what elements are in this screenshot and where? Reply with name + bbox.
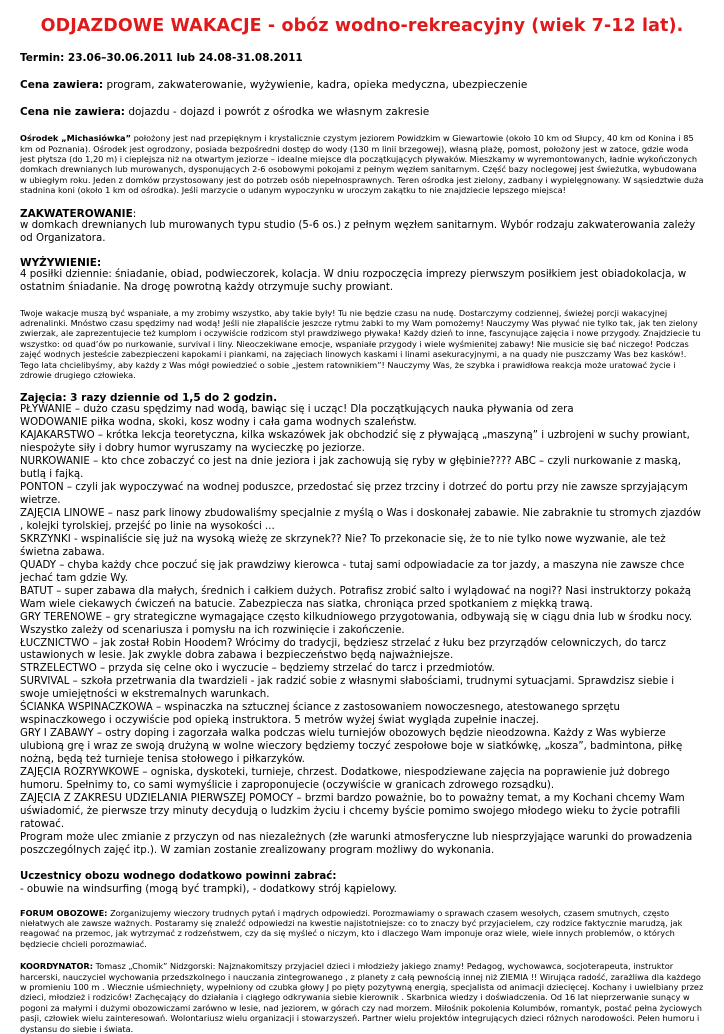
camp-forum-label: FORUM OBOZOWE:	[20, 907, 108, 918]
activity-item: GRY TERENOWE – gry strategiczne wymagające często kilkudniowego przygotowania, odbywają się w ciągu dnia lub w środku nocy. Wszystko zależy od scenariusza i pomysłu na ich rozwinięcie i zakończenie.	[20, 611, 693, 636]
activity-item: BATUT – super zabawa dla małych, średnich i całkiem dużych. Potrafisz zrobić salto i wylądować na nogi?? Nasi instruktorzy pokażą Wam wiele ciekawych ćwiczeń na batucie. Zabezpiecza nas siatka, chroniąca przed spotkaniem z miękką trawą.	[20, 585, 691, 610]
document-title: ODJAZDOWE WAKACJE - obóz wodno-rekreacyjny (wiek 7-12 lat).	[40, 16, 684, 36]
activity-item: STRZELECTWO – przyda się celne oko i wyczucie – będziemy strzelać do tarcz i przedmiotów.	[20, 663, 495, 675]
accommodation-text: w domkach drewnianych lub murowanych typu studio (5-6 os.) z pełnym węzłem sanitarnym. Wybór rodzaju zakwaterowania zależy od Organizatora.	[20, 219, 696, 244]
resort-description	[20, 133, 704, 195]
coordinator-label: KOORDYNATOR:	[20, 961, 94, 972]
price-includes-label: Cena zawiera:	[20, 79, 104, 91]
activity-item: SURVIVAL – szkoła przetrwania dla twardzieli - jak radzić sobie z własnymi słabościami, trudnymi sytuacjami. Sprawdzisz siebie i swoje umiejętności w ekstremalnych warunkach.	[20, 676, 675, 701]
accommodation-heading-colon: :	[132, 207, 137, 220]
activity-item: QUADY – chyba każdy chce poczuć się jak prawdziwy kierowca - tutaj sami odpowiadacie za tor jazdy, a maszyna nie zawsze chce jechać tam gdzie Wy.	[20, 559, 685, 584]
resort-text: położony jest nad przepięknym i krystalicznie czystym jeziorem Powidzkim w Giewartowie (około 10 km od Słupcy, 40 km od Konina i 85 km od Poznania). Ośrodek jest ogrodzony, posiada bezpośredni dostęp do wody (130 m linii brzegowej), własną plażę, pomost, położony jest w zatoce, gdzie woda jest płytsza (do 1,20 m) i cieplejsza niż na otwartym jeziorze – idealne miejsce dla początkujących pływaków. Mieszkamy w wyremontowanych, ładnie wykończonych domkach drewnianych lub murowanych, dysponujących 2-6 osobowymi pokojami z pełnym węzłem sanitarnym. Część bazy noclegowej jest świeżutka, wybudowana w ubiegłym roku. Jeden z domków przystosowany jest do potrzeb osób niepełnosprawnych. Teren ośrodka jest zielony, zadbany i wypielęgnowany. W sąsiedztwie duża stadnina koni (około 1 km od ośrodka). Jeśli marzycie o udanym wypoczynku w uroczym zakątku to nie znajdziecie lepszego miejsca!	[20, 133, 704, 196]
activity-item: PŁYWANIE – dużo czasu spędzimy nad wodą, bawiąc się i ucząc! Dla początkujących nauka pływania od zera	[20, 404, 574, 416]
activity-item: ŚCIANKA WSPINACZKOWA – wspinaczka na sztucznej ściance z zastosowaniem nowoczesnego, atestowanego sprzętu wspinaczkowego i oczywiście pod opieką instruktora. 5 metrów wyżej świat wygląda zupełnie inaczej.	[20, 702, 620, 727]
coordinator-text: Tomasz „Chomik” Nidzgorski: Najznakomitszy przyjaciel dzieci i młodzieży jakiego znamy! Pedagog, wychowawca, socjoterapeuta, instruktor harcerski, nauczyciel wychowania przedszkolnego i nauczania zintegrowanego , z planety z całą pewnością innej niż ZIEMIA !! Wirująca radość, zarażliwa dla każdego w promieniu 100 m . Wiecznie uśmiechnięty, wypełniony od czubka głowy J po pięty pozytywną energią, specjalista od animacji dziecięcej. Kochany i uwielbiany przez dzieci, młodzież i rodziców! Zachęcający do działania i ciągłego odkrywania siebie kierownik . Skarbnica wiedzy i doświadczenia. Od 16 lat nieprzerwanie sunący w pogoni za małymi i dużymi obozowiczami zarówno w lesie, nad jeziorem, w górach czy nad morzem. Miłośnik pokolenia Kolumbów, romantyk, postać pełna życiowych pasji, człowiek wielu zainteresowań. Wolontariusz wielu organizacji i stowarzyszeń. Partner wielu projektów integrujących dzieci różnych narodowości. Pełen humoru i dystansu do siebie i świata.	[20, 961, 704, 1034]
accommodation-heading	[20, 208, 704, 220]
activity-item: ZAJĘCIA ROZRYWKOWE – ogniska, dyskoteki, turnieje, chrzest. Dodatkowe, niespodziewane zajęcia na poprawienie już dobrego humoru. Spełnimy to, co sami wymyślicie i zaproponujecie (oczywiście w granicach zdrowego rozsądku).	[20, 767, 670, 791]
activity-item: WODOWANIE piłka wodna, skoki, kosz wodny i cała gama wodnych szaleństw.	[20, 417, 417, 429]
price-includes-text: program, zakwaterowanie, wyżywienie, kadra, opieka medyczna, ubezpieczenie	[103, 79, 528, 91]
resort-label: Ośrodek „Michasiówka”	[20, 133, 131, 144]
packing-section	[20, 871, 704, 897]
price-includes	[20, 79, 704, 92]
price-excludes-text: dojazdu - dojazd i powrót z ośrodka we własnym zakresie	[124, 106, 430, 119]
price-excludes-label: Cena nie zawiera:	[20, 106, 125, 119]
camp-forum-text: Zorganizujemy wieczory trudnych pytań i mądrych odpowiedzi. Porozmawiamy o sprawach czasem wesołych, czasem smutnych, często niełatwych ale zawsze ważnych. Postaramy się znaleźć odpowiedzi na kwestie najistotniejsze: co to znaczy być przyjacielem, czy rodzice faktycznie marudzą, jak reagować na przemoc, jak wytrzymać z rodzeństwem, czy da się myśleć o niczym, kto i dlaczego Wam imponuje oraz wiele, wiele innych problemów, o których będziecie chcieli porozmawiać.	[20, 907, 683, 949]
meals-heading	[20, 257, 704, 269]
activity-item: ZAJĘCIA Z ZAKRESU UDZIELANIA PIERWSZEJ POMOCY – brzmi bardzo poważnie, bo to poważny temat, a my Kochani chcemy Wam uświadomić, że pierwsze trzy minuty decydują o ludzkim życiu i chcemy byście pomimo swojego młodego wieku to życie potrafili ratować.	[20, 792, 685, 830]
meals-heading-text: WYŻYWIENIE	[20, 256, 97, 269]
program-change-note: Program może ulec zmianie z przyczyn od nas niezależnych (złe warunki atmosferyczne lub niesprzyjające warunki do prowadzenia poszczególnych zajęć itp.). W zamian zostanie zrealizowany program możliwy do wykonania.	[20, 831, 693, 856]
intro-paragraph: Twoje wakacje muszą być wspaniałe, a my zrobimy wszystko, aby takie były! Tu nie będzie czasu na nudę. Dostarczymy codziennej, świeżej porcji wakacyjnej adrenalinki. Mnóstwo czasu spędzimy nad wodą! Jeśli nie złapaliście jeszcze rytmu żabki to my Wam pomożemy! Nauczymy Was pływać nie tylko tak, jak ten zielony zwierzak, ale zaprezentujecie też kumplom i oczywiście rodzicom styl prawdziwego pływaka! Każdy dzień to inne, fascynujące zajęcia i nowe przygody. Znajdziecie tu wszystko: od quad’ów po nurkowanie, survival i liny. Nieoczekiwane emocje, wspaniałe przygody i wiele wyśmienitej zabawy! Nie musicie się bać niczego! Podczas zajęć wodnych jesteście zabezpieczeni kapokami i piankami, na zajęciach linowych kaskami i linami asekuracyjnymi, a na quady nie puszczamy Was bez kasków!. Tego lata chcielibyśmy, aby każdy z Was mógł powiedzieć o sobie „jestem ratownikiem”! Nauczymy Was, że szybka i prawidłowa reakcja może uratować życie i zdrowie drugiego człowieka.	[20, 307, 701, 380]
activities-list	[20, 404, 704, 857]
activities-heading: Zajęcia: 3 razy dziennie od 1,5 do 2 godzin.	[20, 392, 278, 405]
meals-heading-colon: :	[96, 256, 102, 269]
activity-item: GRY I ZABAWY – ostry doping i zagorzała walka podczas wielu turniejów obozowych będzie nieodzowna. Każdy z Was wybierze ulubioną grę i wraz ze swoją drużyną w wolne wieczory będziemy toczyć zespołowe boje w siatkówkę, „kosza”, badmintona, piłkę nożną, będą też turnieje tenisa stołowego i piłkarzyków.	[20, 728, 683, 766]
activity-item: ŁUCZNICTWO – jak został Robin Hoodem? Wrócimy do tradycji, będziesz strzelać z łuku bez przyrządów celowniczych, do tarcz ustawionych w lesie. Jak zwykle dobra zabawa i bezpieczeństwo będą najważniejsze.	[20, 637, 667, 662]
activity-item: KAJAKARSTWO – krótka lekcja teoretyczna, kilka wskazówek jak obchodzić się z pływającą „maszyną” i uzbrojeni w suchy prowiant, niespożyte siły i dobry humor wyruszamy na wycieczkę po jeziorze.	[20, 430, 690, 455]
activity-item: SKRZYNKI - wspinaliście się już na wysoką wieżę ze skrzynek?? Nie? To przekonacie się, że to nie tylko nowe wyzwanie, ale też świetna zabawa.	[20, 533, 666, 558]
term-dates: Termin: 23.06–30.06.2011 lub 24.08-31.08.2011	[20, 52, 303, 64]
activity-item: NURKOWANIE – kto chce zobaczyć co jest na dnie jeziora i jak zachowują się ryby w głębinie???? ABC – czyli nurkowanie z maską, butlą i fajką.	[20, 456, 681, 481]
activity-item: ZAJĘCIA LINOWE – nasz park linowy zbudowaliśmy specjalnie z myślą o Was i doskonałej zabawie. Nie zabraknie tu stromych zjazdów , kolejki tyrolskiej, przejść po linie na wysokości ...	[20, 507, 701, 532]
price-excludes	[20, 106, 704, 119]
packing-heading: Uczestnicy obozu wodnego dodatkowo powinni zabrać:	[20, 870, 337, 882]
accommodation-heading-text: ZAKWATEROWANIE	[20, 207, 133, 220]
camp-forum	[20, 908, 704, 950]
coordinator	[20, 961, 704, 1034]
packing-text: - obuwie na windsurfing (mogą być trampki), - dodatkowy strój kąpielowy.	[20, 883, 397, 895]
activity-item: PONTON – czyli jak wypoczywać na wodnej poduszce, przedostać się przez trzciny i dotrzeć do portu przy nie zawsze sprzyjającym wietrze.	[20, 482, 688, 507]
meals-text: 4 posiłki dziennie: śniadanie, obiad, podwieczorek, kolacja. W dniu rozpoczęcia imprezy pierwszym posiłkiem jest obiadokolacja, w ostatnim śniadanie. Na drogę powrotną każdy otrzymuje suchy prowiant.	[20, 268, 687, 293]
